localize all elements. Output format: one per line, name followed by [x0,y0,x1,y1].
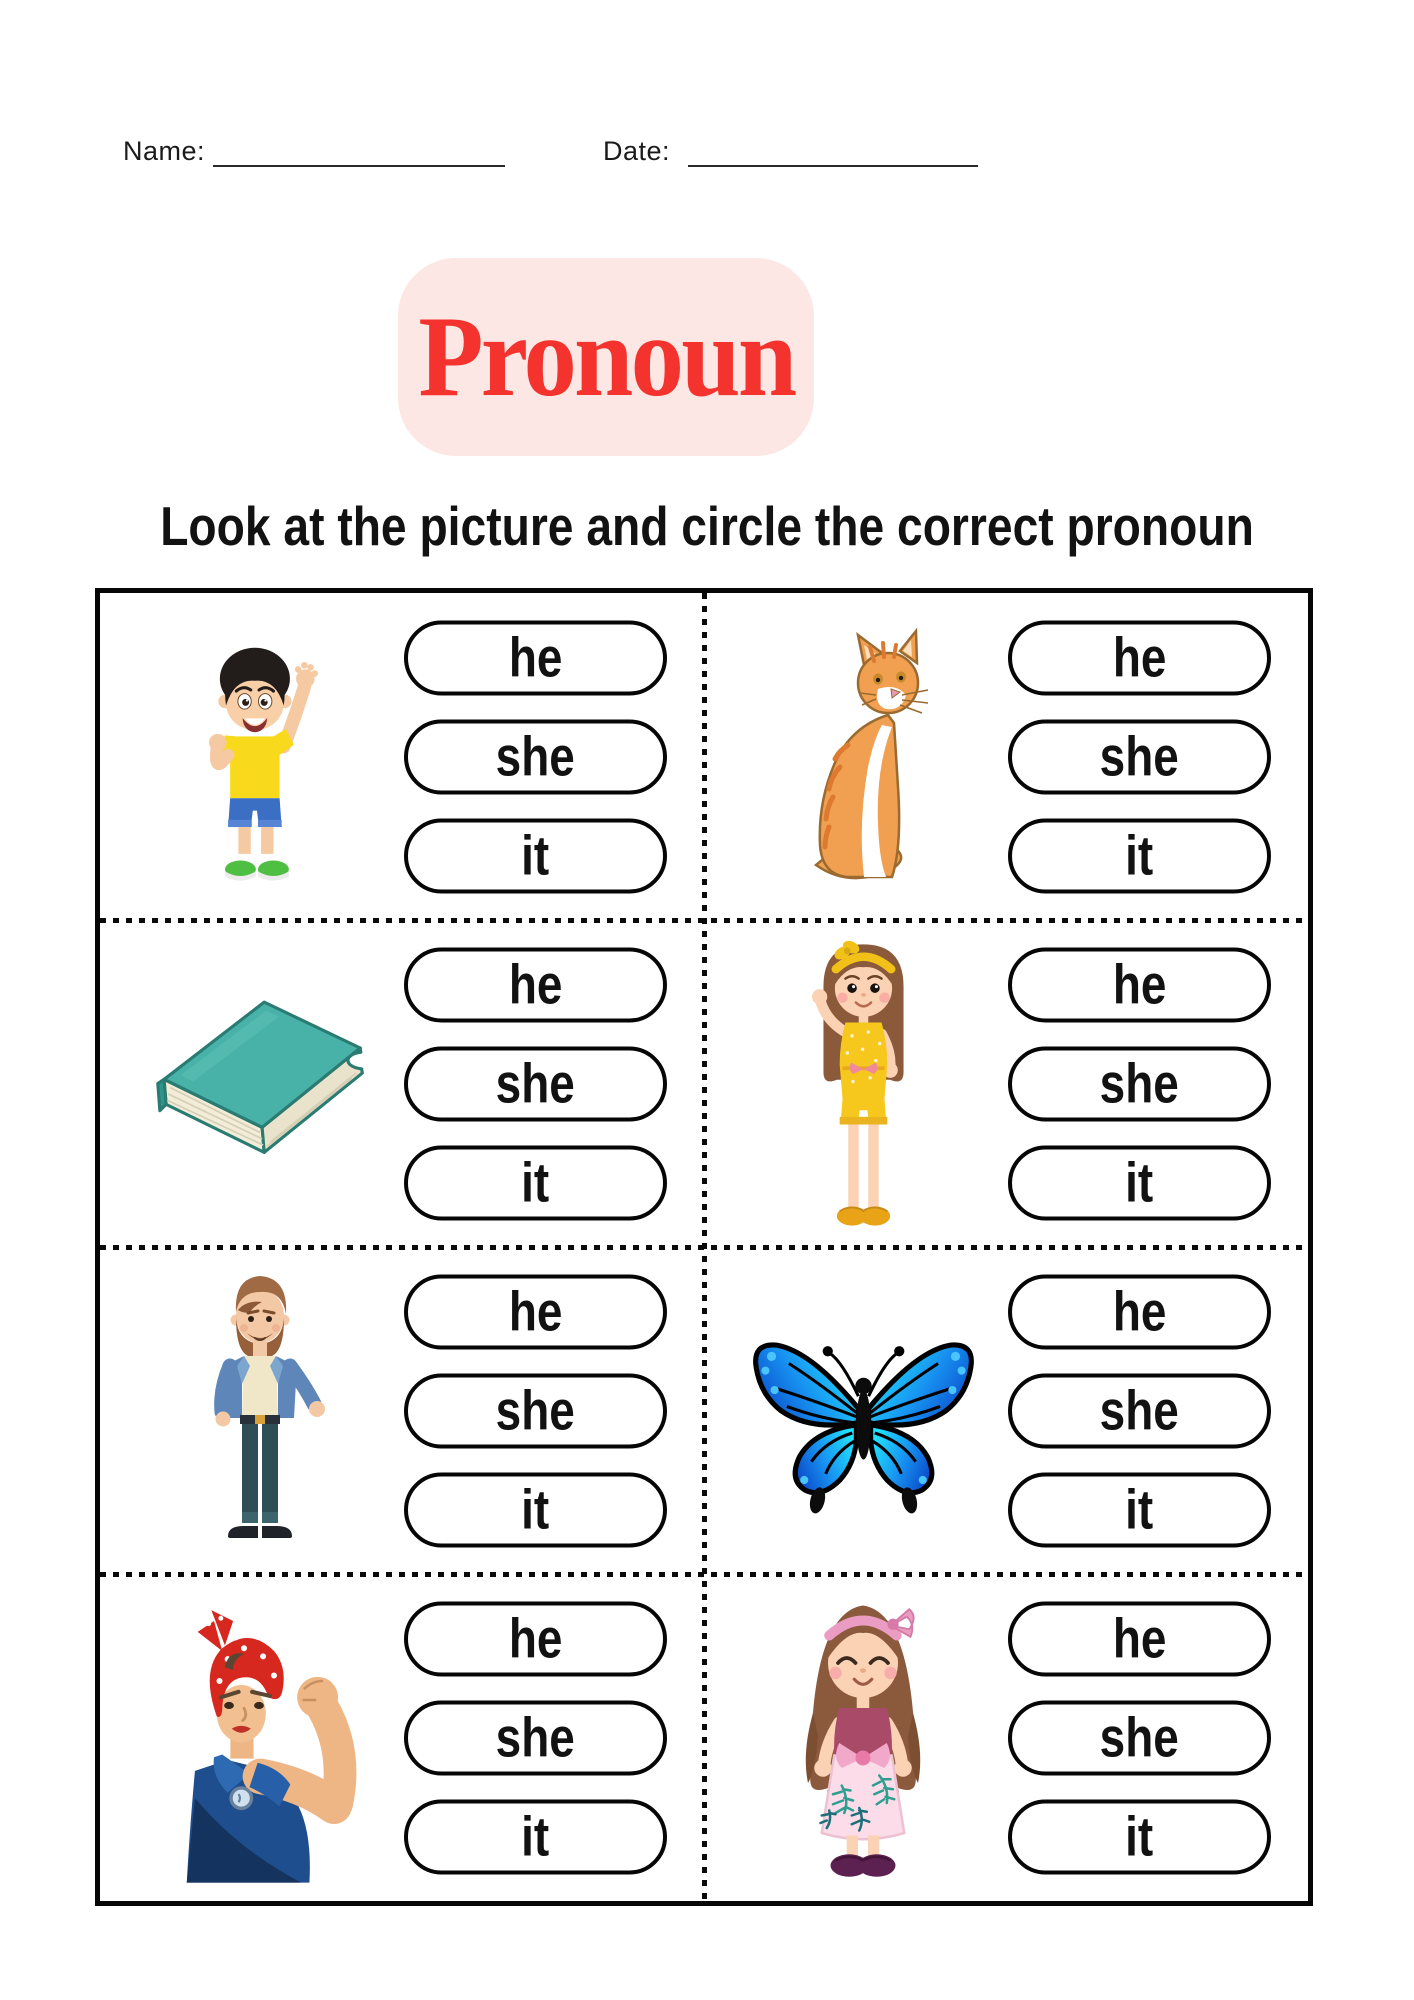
pronoun-option-he[interactable] [1008,947,1271,1022]
cat-image [720,593,1006,920]
exercise-cell-6 [704,1247,1308,1574]
pronoun-option-label: he [508,952,563,1016]
man-image [116,1247,402,1574]
pronoun-option-she[interactable] [1008,719,1271,794]
pronoun-option-label: he [508,1606,563,1670]
pronoun-option-label: it [521,1150,550,1214]
pronoun-option-she[interactable] [1008,1700,1271,1775]
exercise-cell-4 [704,920,1308,1247]
exercise-cell-8 [704,1574,1308,1901]
boy-illustration [191,631,327,883]
pronoun-option-she[interactable] [404,1046,667,1121]
pronoun-option-it[interactable] [1008,818,1271,893]
woman-rosie-image [116,1574,402,1901]
pronoun-options [404,947,667,1220]
pronoun-option-label: it [521,823,550,887]
name-label: Name: [123,136,206,166]
pronoun-options [1008,1274,1271,1547]
exercise-cell-3 [100,920,704,1247]
pronoun-option-it[interactable] [1008,1145,1271,1220]
exercise-grid [95,588,1313,1906]
girl-pink-image [720,1574,1006,1901]
cat-illustration [788,627,938,887]
girl-yellow-image [720,920,1006,1247]
pronoun-option-it[interactable] [404,818,667,893]
pronoun-options [1008,1601,1271,1874]
exercise-cell-5 [100,1247,704,1574]
pronoun-option-label: he [1112,1606,1167,1670]
pronoun-option-label: it [1125,823,1154,887]
pronoun-option-he[interactable] [1008,620,1271,695]
pronoun-option-he[interactable] [1008,1601,1271,1676]
date-blank-line[interactable] [688,140,978,167]
title-banner [398,258,814,456]
pronoun-option-she[interactable] [404,719,667,794]
name-blank-line[interactable] [213,140,505,167]
date-label: Date: [603,136,671,166]
pronoun-option-label: she [1099,1705,1180,1769]
woman-rosie-illustration [143,1591,375,1884]
pronoun-option-label: it [1125,1804,1154,1868]
pronoun-options [404,1601,667,1874]
pronoun-option-label: she [495,724,576,788]
pronoun-option-she[interactable] [404,1700,667,1775]
pronoun-option-label: she [495,1705,576,1769]
pronoun-option-it[interactable] [1008,1799,1271,1874]
pronoun-option-it[interactable] [404,1799,667,1874]
pronoun-option-label: she [495,1378,576,1442]
pronoun-option-label: it [521,1804,550,1868]
pronoun-option-label: he [1112,952,1167,1016]
pronoun-option-label: she [1099,1051,1180,1115]
pronoun-options [1008,947,1271,1220]
pronoun-options [404,620,667,893]
pronoun-option-she[interactable] [404,1373,667,1448]
pronoun-option-it[interactable] [404,1472,667,1547]
pronoun-option-label: it [1125,1477,1154,1541]
pronoun-option-he[interactable] [404,620,667,695]
man-illustration [184,1266,334,1556]
pronoun-option-he[interactable] [1008,1274,1271,1349]
boy-waving-image [116,593,402,920]
pronoun-option-label: he [1112,625,1167,689]
pronoun-option-he[interactable] [404,1274,667,1349]
pronoun-options [404,1274,667,1547]
girl-yellow-illustration [792,929,935,1239]
exercise-cell-2 [704,593,1308,920]
exercise-cell-1 [100,593,704,920]
pronoun-option-label: she [1099,1378,1180,1442]
pronoun-option-he[interactable] [404,1601,667,1676]
book-illustration [139,979,379,1188]
instruction-text: Look at the picture and circle the correct pronoun [160,495,1254,557]
page-title: Pronoun [417,293,795,421]
pronoun-option-she[interactable] [1008,1046,1271,1121]
book-image [116,920,402,1247]
pronoun-option-label: it [1125,1150,1154,1214]
pronoun-option-it[interactable] [1008,1472,1271,1547]
pronoun-option-label: she [1099,724,1180,788]
pronoun-option-label: she [495,1051,576,1115]
pronoun-option-label: he [508,1279,563,1343]
pronoun-option-it[interactable] [404,1145,667,1220]
pronoun-option-label: he [508,625,563,689]
butterfly-illustration [746,1298,981,1523]
pronoun-option-she[interactable] [1008,1373,1271,1448]
pronoun-option-he[interactable] [404,947,667,1022]
pronoun-option-label: he [1112,1279,1167,1343]
girl-pink-illustration [769,1588,957,1888]
pronoun-options [1008,620,1271,893]
butterfly-image [720,1247,1006,1574]
pronoun-option-label: it [521,1477,550,1541]
exercise-cell-7 [100,1574,704,1901]
